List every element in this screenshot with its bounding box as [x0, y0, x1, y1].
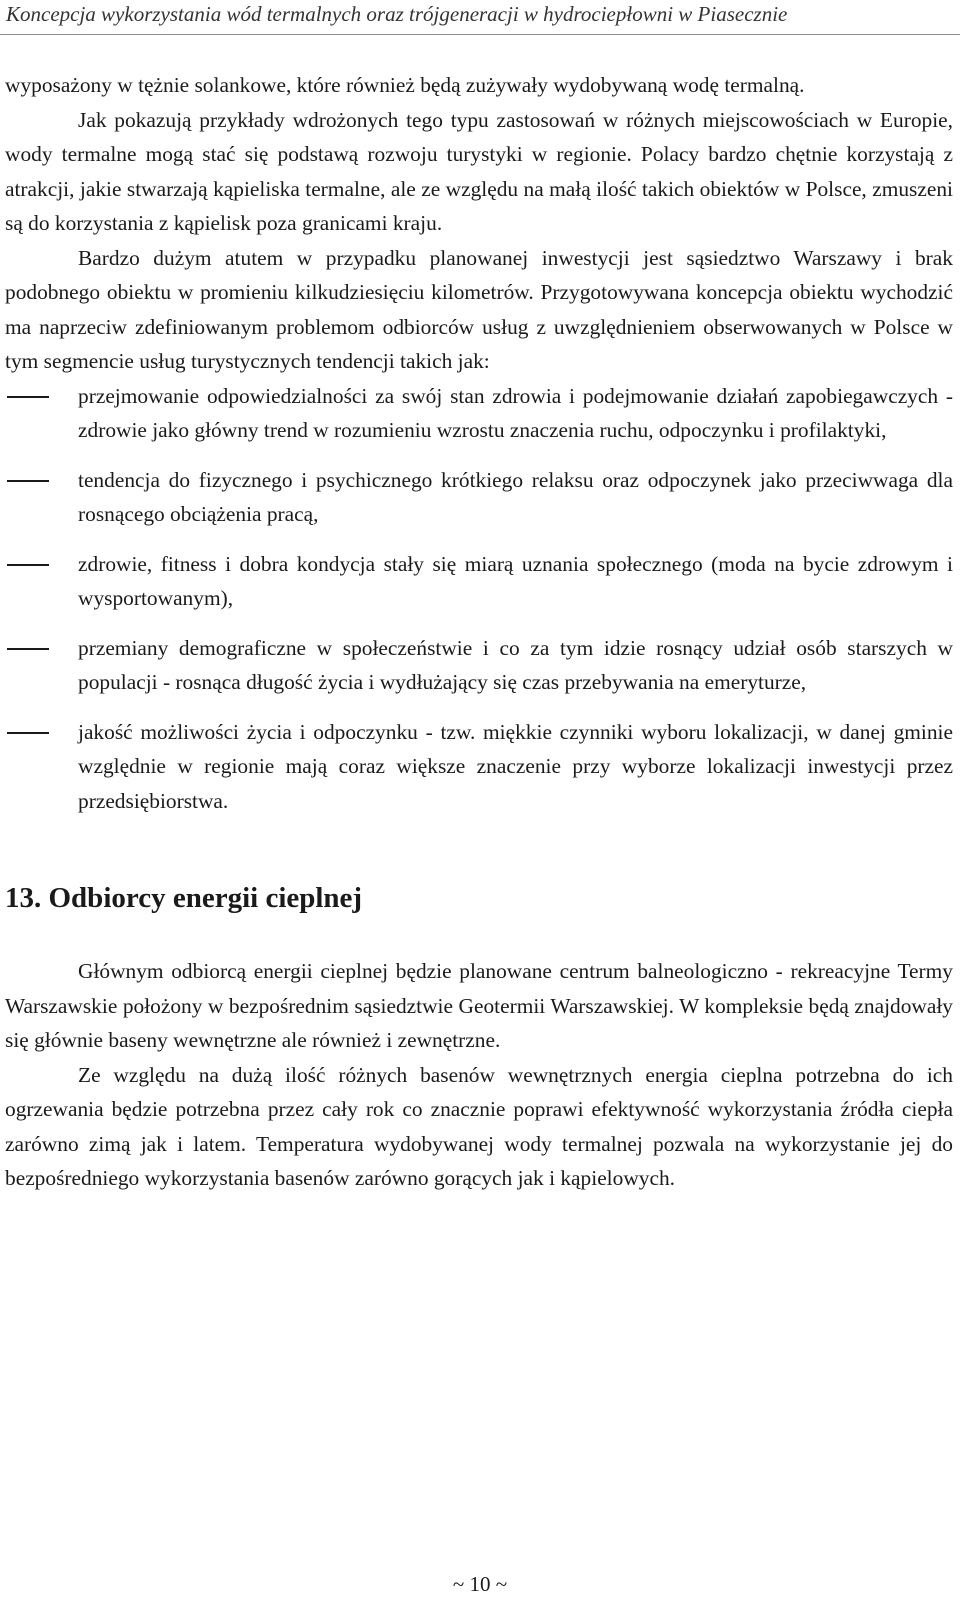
section-paragraph-efficiency: Ze względu na dużą ilość różnych basenów wewnętrznych energia cieplna potrzebna do ich ogrzewania będzie potrzebna przez cały rok co znacznie poprawi efektywność wykorzystania źródła ciepła zarówno zimą jak i latem. Temperatura wydobywanej wody termalnej pozwala na wykorzystanie jej do bezpośredniego wykorzystania basenów zarówno gorących jak i kąpielowych. — [5, 1062, 953, 1190]
list-item-text: przemiany demograficzne w społeczeństwie i co za tym idzie rosnący udział osób starszych w populacji - rosnąca długość życia i wydłużający się czas przebywania na emeryturze, — [78, 635, 953, 694]
list-item — [5, 463, 953, 532]
running-header — [0, 0, 960, 35]
running-header-title: Koncepcja wykorzystania wód termalnych oraz trójgeneracji w hydrociepłowni w Piasecznie — [6, 2, 788, 26]
list-item-text: zdrowie, fitness i dobra kondycja stały się miarą uznania społecznego (moda na bycie zdrowym i wysportowanym), — [78, 551, 953, 610]
list-item-text: jakość możliwości życia i odpoczynku - tzw. miękkie czynniki wyboru lokalizacji, w danej gminie względnie w regionie mają coraz większe znaczenie przy wyborze lokalizacji inwestycji przez przedsiębiorstwa. — [78, 719, 953, 813]
trend-bullet-list — [5, 379, 953, 819]
intro-paragraph: wyposażony w tężnie solankowe, które również będą zużywały wydobywaną wodę termalną. — [5, 73, 805, 97]
page-content — [5, 68, 953, 1196]
list-item — [5, 547, 953, 616]
body-paragraph-tourism: Jak pokazują przykłady wdrożonych tego typu zastosowań w różnych miejscowościach w Europie, wody termalne mogą stać się podstawą rozwoju turystyki w regionie. Polacy bardzo chętnie korzystają z atrakcji, jakie stwarzają kąpieliska termalne, ale ze względu na małą ilość takich obiektów w Polsce, zmuszeni są do korzystania z kąpielisk poza granicami kraju. — [5, 107, 953, 235]
list-item — [5, 631, 953, 700]
section-heading: 13. Odbiorcy energii cieplnej — [5, 882, 363, 914]
page-number: ~ 10 ~ — [452, 1572, 508, 1596]
section-body — [5, 954, 953, 1196]
list-item-text: przejmowanie odpowiedzialności za swój stan zdrowia i podejmowanie działań zapobiegawczych - zdrowie jako główny trend w rozumieniu wzrostu znaczenia ruchu, odpoczynku i profilaktyki, — [78, 383, 953, 442]
list-item — [5, 715, 953, 819]
list-item-text: tendencja do fizycznego i psychicznego krótkiego relaksu oraz odpoczynek jako przeciwwaga dla rosnącego obciążenia pracą, — [78, 467, 953, 526]
section-paragraph-recipient: Głównym odbiorcą energii cieplnej będzie planowane centrum balneologiczno - rekreacyjne Termy Warszawskie położony w bezpośrednim sąsiedztwie Geotermii Warszawskiej. W kompleksie będą znajdowały się głównie baseny wewnętrzne ale również i zewnętrzne. — [5, 959, 953, 1052]
body-paragraph-location: Bardzo dużym atutem w przypadku planowanej inwestycji jest sąsiedztwo Warszawy i brak podobnego obiektu w promieniu kilkudziesięciu kilometrów. Przygotowywana koncepcja obiektu wychodzić ma naprzeciw zdefiniowanym problemom odbiorców usług z uwzględnieniem obserwowanych w Polsce w tym segmencie usług turystycznych tendencji takich jak: — [5, 245, 953, 373]
list-item — [5, 379, 953, 448]
